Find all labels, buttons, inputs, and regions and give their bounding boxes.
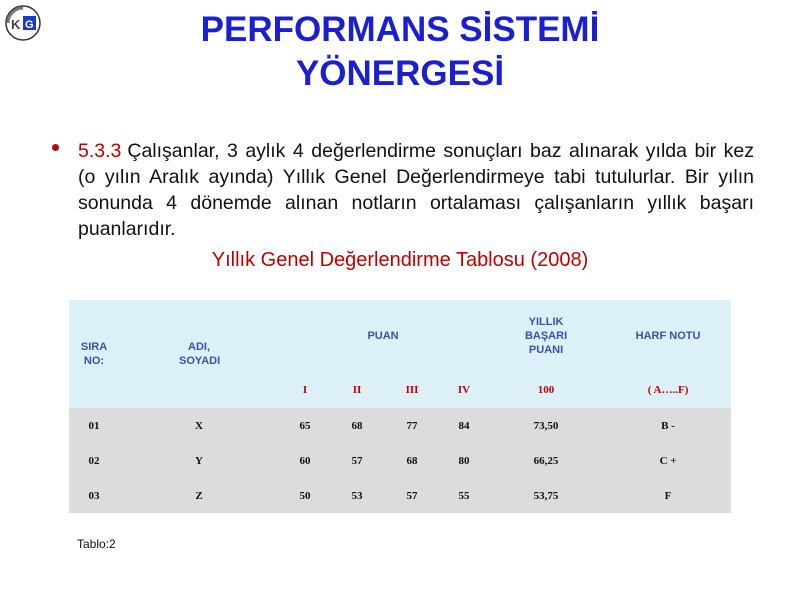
cell-no: 02 xyxy=(88,454,100,467)
bullet-dot-icon xyxy=(52,144,59,151)
cell-q1: 60 xyxy=(299,454,311,467)
bullet-paragraph xyxy=(52,138,754,242)
header-harf: HARF NOTU xyxy=(635,330,701,342)
subheader-yillik: 100 xyxy=(537,384,555,396)
cell-q2: 68 xyxy=(351,419,363,432)
cell-q1: 50 xyxy=(299,489,311,502)
title-line-2: YÖNERGESİ xyxy=(295,54,505,93)
header-puan: PUAN xyxy=(367,330,399,342)
cell-q3: 68 xyxy=(406,454,418,467)
cell-avg: 53,75 xyxy=(533,489,559,502)
title-line-1: PERFORMANS SİSTEMİ xyxy=(200,10,600,49)
subheader-q1: I xyxy=(302,384,308,396)
svg-text:G: G xyxy=(25,19,34,31)
cell-q4: 84 xyxy=(458,419,470,432)
subheader-q2: II xyxy=(352,384,362,396)
bullet-body: Çalışanlar, 3 aylık 4 değerlendirme sonuçları baz alınarak yılda bir kez (o yılın Aralık ayında) Yıllık Genel Değerlendirmeye tabi tutulurlar. Bir yılın sonunda 4 dönemde alınan notların ortalaması çalışanların yıllık başarı puanlarıdır. xyxy=(78,140,754,240)
cell-avg: 73,50 xyxy=(533,419,559,432)
cell-q3: 77 xyxy=(406,419,418,432)
cell-grade: B - xyxy=(661,419,675,432)
cell-avg: 66,25 xyxy=(533,454,559,467)
cell-q1: 65 xyxy=(299,419,311,432)
university-logo xyxy=(2,4,44,42)
table-footnote: Tablo:2 xyxy=(77,537,116,551)
cell-q2: 53 xyxy=(351,489,363,502)
table-caption: Yıllık Genel Değerlendirme Tablosu (2008) xyxy=(211,249,589,271)
cell-name: X xyxy=(195,419,203,432)
cell-name: Z xyxy=(195,489,203,502)
svg-text:K: K xyxy=(11,17,21,32)
cell-no: 03 xyxy=(88,489,100,502)
table-row xyxy=(69,443,731,478)
cell-q4: 80 xyxy=(458,454,470,467)
bullet-text xyxy=(78,138,754,242)
header-adi: ADI, SOYADI xyxy=(179,341,221,367)
subheader-harf: ( A…..F) xyxy=(647,384,689,396)
evaluation-table xyxy=(69,300,731,513)
cell-grade: C + xyxy=(659,454,677,467)
table-row xyxy=(69,408,731,443)
page-title xyxy=(120,8,680,96)
table-row xyxy=(69,478,731,513)
subheader-q3: III xyxy=(405,384,419,396)
subheader-q4: IV xyxy=(457,384,471,396)
bullet-number: 5.3.3 xyxy=(78,140,122,162)
cell-grade: F xyxy=(664,489,672,502)
header-sira: SIRA NO: xyxy=(80,341,108,367)
cell-q4: 55 xyxy=(458,489,470,502)
cell-q3: 57 xyxy=(406,489,418,502)
cell-q2: 57 xyxy=(351,454,363,467)
cell-name: Y xyxy=(195,454,203,467)
header-yillik: YILLIK BAŞARI PUANI xyxy=(524,316,568,356)
cell-no: 01 xyxy=(88,419,100,432)
